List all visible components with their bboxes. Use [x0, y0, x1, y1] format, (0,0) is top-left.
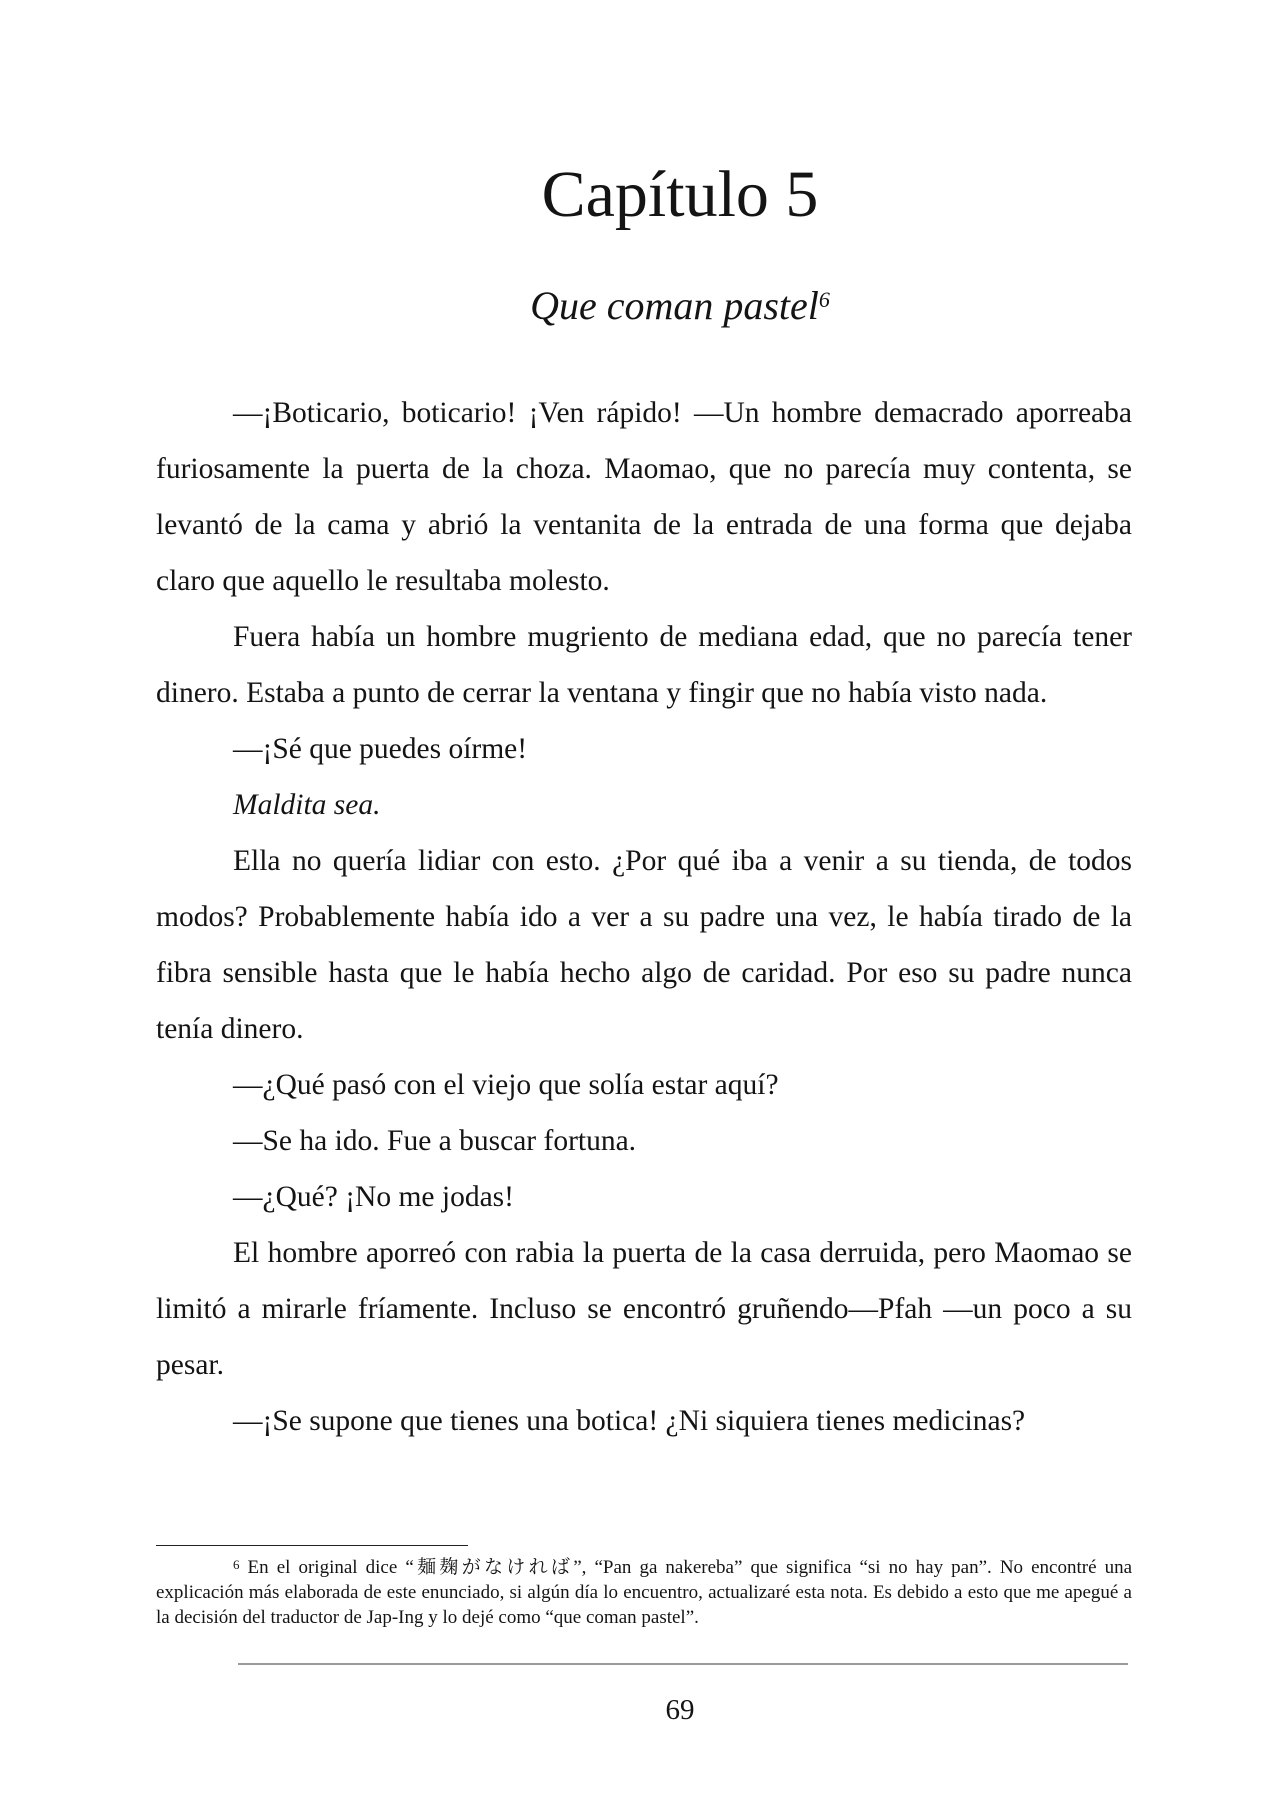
body-text [156, 385, 1132, 1449]
paragraph: —¡Sé que puedes oírme! [233, 733, 528, 765]
paragraph: El hombre aporreó con rabia la puerta de la casa derruida, pero Maomao se limitó a mirarle fríamente. Incluso se encontró gruñendo—Pfah —un poco a su pesar. [156, 1237, 1132, 1381]
footnote-number: 6 [233, 1557, 240, 1572]
chapter-title: Capítulo 5 [541, 158, 819, 231]
footnote-reference[interactable]: 6 [818, 287, 830, 312]
chapter-subtitle [0, 278, 1280, 334]
footnote [156, 1555, 1132, 1630]
paragraph: —¿Qué pasó con el viejo que solía estar aquí? [233, 1069, 779, 1101]
paragraph: —¡Se supone que tienes una botica! ¿Ni siquiera tienes medicinas? [233, 1405, 1026, 1437]
page-footer-divider [238, 1663, 1128, 1665]
chapter-subtitle-text: Que coman pastel [530, 283, 819, 328]
paragraph: Ella no quería lidiar con esto. ¿Por qué iba a venir a su tienda, de todos modos? Probablemente había ido a ver a su padre una vez, le había tirado de la fibra sensible hasta que le había hecho algo de caridad. Por eso su padre nunca tenía dinero. [156, 845, 1132, 1045]
paragraph-italic-thought: Maldita sea. [233, 789, 381, 821]
footnote-divider [156, 1545, 468, 1546]
paragraph: Fuera había un hombre mugriento de mediana edad, que no parecía tener dinero. Estaba a punto de cerrar la ventana y fingir que no había visto nada. [156, 621, 1132, 709]
page-number: 69 [665, 1694, 695, 1726]
paragraph: —¿Qué? ¡No me jodas! [233, 1181, 514, 1213]
paragraph: —¡Boticario, boticario! ¡Ven rápido! —Un hombre demacrado aporreaba furiosamente la puerta de la choza. Maomao, que no parecía muy contenta, se levantó de la cama y abrió la ventanita de la entrada de una forma que dejaba claro que aquello le resultaba molesto. [156, 397, 1132, 597]
footnote-text: En el original dice “麺麹がなければ”, “Pan ga nakereba” que significa “si no hay pan”. No encontré una explicación más elaborada de este enunciado, si algún día lo encuentro, actualizaré esta nota. Es debido a esto que me apegué a la decisión del traductor de Jap-Ing y lo dejé como “que coman pastel”. [156, 1557, 1132, 1628]
paragraph: —Se ha ido. Fue a buscar fortuna. [233, 1125, 637, 1157]
